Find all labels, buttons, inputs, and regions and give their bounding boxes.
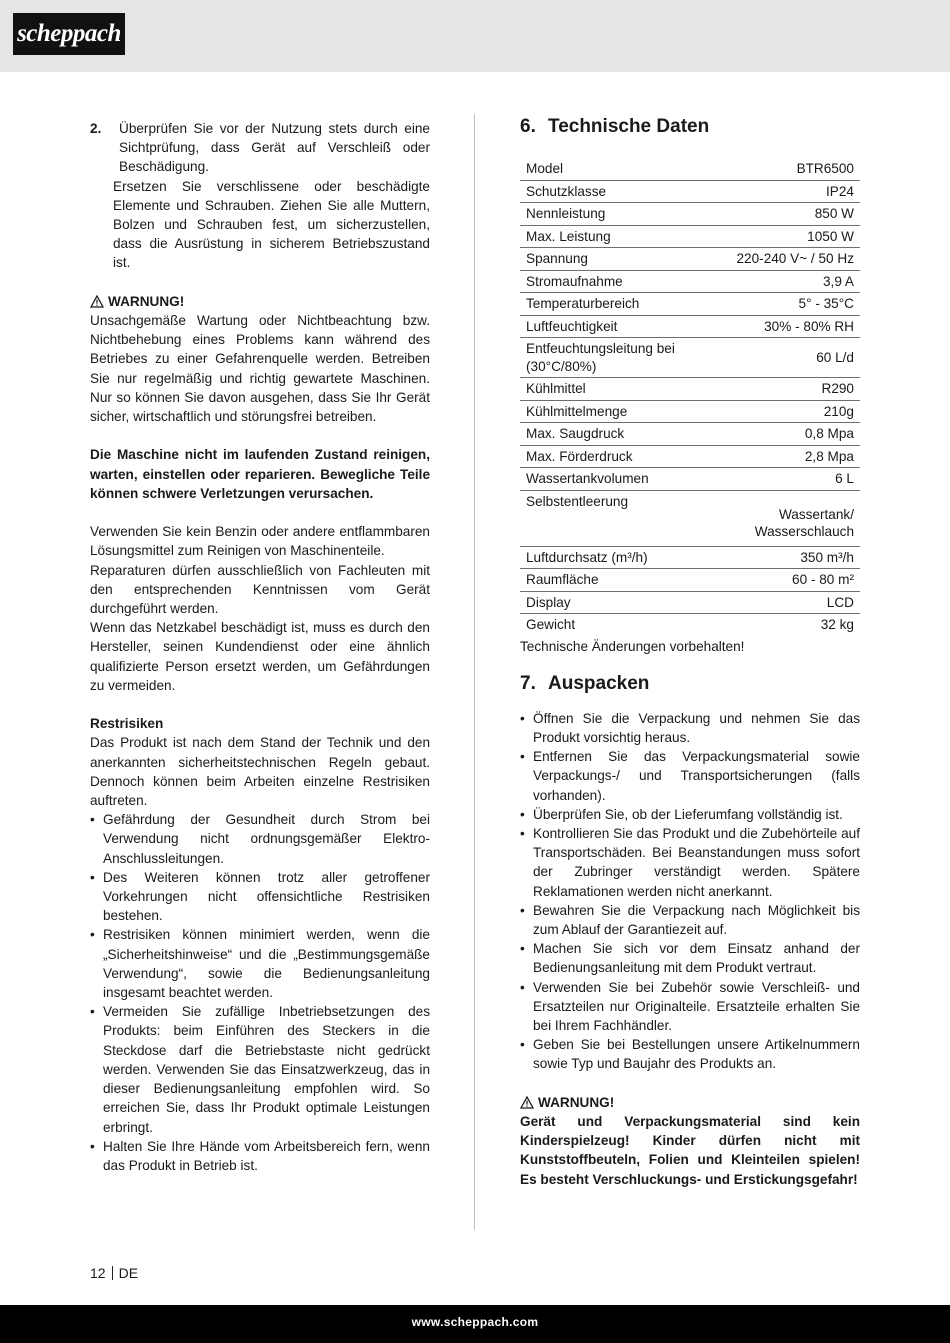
spec-label: Raumfläche [520, 569, 690, 592]
spec-value: 5° - 35°C [690, 293, 860, 316]
spec-row [520, 248, 860, 271]
spec-row [520, 315, 860, 338]
spec-label: Temperaturbereich [520, 293, 690, 316]
tech-changes-note: Technische Änderungen vorbehalten! [520, 638, 745, 654]
spec-value: IP24 [690, 180, 860, 203]
spec-label: Stromaufnahme [520, 270, 690, 293]
spec-row [520, 490, 860, 546]
spec-label: Max. Leistung [520, 225, 690, 248]
spec-label: Entfeuchtungsleitung bei (30°C/80%) [520, 338, 690, 378]
spec-row [520, 614, 860, 636]
list-item: • Restrisiken können minimiert werden, wenn die „Sicherheitshinweise“ und die „Bestimmungsgemäße Verwendung“, sowie die Bedienungsanleitung insgesamt beachtet werden. [90, 925, 430, 1002]
list-item: • Machen Sie sich vor dem Einsatz anhand der Bedienungsanleitung mit dem Produkt vertraut. [520, 939, 860, 977]
spec-label: Max. Saugdruck [520, 423, 690, 446]
language-code: DE [118, 1265, 139, 1281]
spec-row [520, 158, 860, 180]
warning-text: Gerät und Verpackungsmaterial sind kein Kinderspielzeug! Kinder dürfen nicht mit Kunststoffbeuteln, Folien und Kleinteilen spielen! Es besteht Verschluckungs- und Erstickungsgefahr! [520, 1113, 860, 1187]
spec-row [520, 591, 860, 614]
spec-value: 6 L [690, 468, 860, 491]
spec-value: BTR6500 [690, 158, 860, 180]
spec-row [520, 569, 860, 592]
spec-value: 32 kg [820, 617, 854, 632]
spec-row [520, 400, 860, 423]
spec-label: Gewicht [526, 617, 576, 632]
left-column [90, 119, 430, 1175]
warning-triangle-icon [520, 1096, 534, 1109]
spec-row [520, 203, 860, 226]
spec-value: 60 L/d [690, 338, 860, 378]
spec-value: 30% - 80% RH [690, 315, 860, 338]
list-item: • Gefährdung der Gesundheit durch Strom bei Verwendung nicht ordnungsgemäßer Elektro-Anschlussleitungen. [90, 810, 430, 868]
spec-label: Kühlmittel [520, 378, 690, 401]
spec-label: Spannung [520, 248, 690, 271]
section-title: Auspacken [548, 672, 650, 694]
spec-label: Selbstentleerung [520, 490, 690, 546]
spec-value: 0,8 Mpa [690, 423, 860, 446]
spec-row [520, 378, 860, 401]
list-item: • Kontrollieren Sie das Produkt und die Zubehörteile auf Transportschäden. Bei Beanstandungen muss sofort der Zubringer verständigt werden. Spätere Reklamationen werden nicht anerkannt. [520, 824, 860, 901]
spec-row [520, 445, 860, 468]
step-number: 2. [90, 121, 102, 136]
section-7-heading [520, 671, 860, 697]
spec-label: Luftdurchsatz (m³/h) [520, 546, 690, 569]
maintenance-step-2 [90, 119, 430, 177]
warning-heading [90, 292, 430, 311]
spec-row [520, 546, 860, 569]
residual-risks-intro: Das Produkt ist nach dem Stand der Technik und den anerkannten sicherheitstechnischen Regeln gebaut. Dennoch können beim Arbeiten einzelne Restrisiken auftreten. [90, 735, 430, 809]
list-item: • Öffnen Sie die Verpackung und nehmen Sie das Produkt vorsichtig heraus. [520, 709, 860, 747]
spec-row [520, 270, 860, 293]
spec-value: 2,8 Mpa [690, 445, 860, 468]
section-6-heading [520, 114, 860, 140]
list-item: • Entfernen Sie das Verpackungsmaterial sowie Verpackungs-/ und Transportsicherungen (falls vorhanden). [520, 747, 860, 805]
repair-notice: Reparaturen dürfen ausschließlich von Fachleuten mit den entsprechenden Kenntnissen vom Gerät durchgeführt werden. [90, 562, 430, 617]
step-2-continuation: Ersetzen Sie verschlissene oder beschädigte Elemente und Schrauben. Ziehen Sie alle Muttern, Bolzen und Schrauben fest, um sicherzustellen, dass die Ausrüstung in sicherem Betriebszustand ist. [113, 178, 430, 271]
section-number: 7. [520, 672, 536, 694]
spec-row [520, 293, 860, 316]
safety-bold-notice: Die Maschine nicht im laufenden Zustand reinigen, warten, einstellen oder reparieren. Bewegliche Teile können schwere Verletzungen verursachen. [90, 447, 430, 501]
spec-value: 850 W [690, 203, 860, 226]
website-link[interactable]: www.scheppach.com [411, 1315, 539, 1329]
page-number: 12 [90, 1265, 106, 1281]
list-item: • Überprüfen Sie, ob der Lieferumfang vollständig ist. [520, 805, 860, 824]
spec-row [520, 225, 860, 248]
spec-value: 210g [690, 400, 860, 423]
list-item: • Vermeiden Sie zufällige Inbetriebsetzungen des Produkts: beim Einführen des Steckers in die Steckdose darf die Betriebstaste nicht gedrückt werden. Verwenden Sie das Einsatzwerkzeug, das in dieser Bedienungsanleitung empfohlen wird. So erreichen Sie, dass Ihr Produkt optimale Leistungen erbringt. [90, 1002, 430, 1136]
warning-title: WARNUNG! [108, 293, 185, 309]
spec-label: Max. Förderdruck [520, 445, 690, 468]
warning-title: WARNUNG! [538, 1094, 615, 1110]
spec-label: Schutzklasse [520, 180, 690, 203]
list-item: • Verwenden Sie bei Zubehör sowie Verschleiß- und Ersatzteilen nur Originalteile. Ersatzteile erhalten Sie bei Ihrem Fachhändler. [520, 978, 860, 1036]
column-divider [474, 114, 475, 1230]
spec-label: Model [520, 158, 690, 180]
spec-value: Wassertank/ Wasserschlauch [690, 490, 860, 546]
right-column [520, 114, 860, 1189]
list-item: • Halten Sie Ihre Hände vom Arbeitsbereich fern, wenn das Produkt in Betrieb ist. [90, 1137, 430, 1175]
spec-value: LCD [690, 591, 860, 614]
spec-value: 1050 W [690, 225, 860, 248]
spec-label: Display [520, 591, 690, 614]
spec-value: 3,9 A [690, 270, 860, 293]
list-item: • Bewahren Sie die Verpackung nach Möglichkeit bis zum Ablauf der Garantiezeit auf. [520, 901, 860, 939]
page-number-footer [90, 1265, 138, 1281]
scheppach-logo: scheppach [13, 13, 125, 55]
spec-value: 60 - 80 m² [690, 569, 860, 592]
warning-triangle-icon [90, 295, 104, 308]
spec-label: Kühlmittelmenge [520, 400, 690, 423]
spec-label: Nennleistung [520, 203, 690, 226]
residual-risks-title: Restrisiken [90, 716, 164, 732]
spec-row [520, 468, 860, 491]
technical-data-table [520, 158, 860, 636]
spec-label: Wassertankvolumen [520, 468, 690, 491]
cable-notice: Wenn das Netzkabel beschädigt ist, muss es durch den Hersteller, seinen Kundendienst oder eine ähnlich qualifizierte Person ersetzt werden, um Gefährdungen zu vermeiden. [90, 620, 430, 693]
list-item: • Geben Sie bei Bestellungen unsere Artikelnummern sowie Typ und Baujahr des Produkts an. [520, 1035, 860, 1073]
header-band [0, 0, 950, 72]
spec-row [520, 423, 860, 446]
footer-band [0, 1305, 950, 1343]
spec-row [520, 338, 860, 378]
spec-value: 350 m³/h [690, 546, 860, 569]
spec-value: R290 [690, 378, 860, 401]
spec-value: 220-240 V~ / 50 Hz [690, 248, 860, 271]
list-item: • Des Weiteren können trotz aller getroffener Vorkehrungen nicht offensichtliche Restrisiken bestehen. [90, 868, 430, 926]
section-title: Technische Daten [548, 116, 710, 137]
warning-heading [520, 1093, 860, 1112]
solvent-notice: Verwenden Sie kein Benzin oder andere entflammbaren Lösungsmittel zum Reinigen von Maschinenteile. [90, 524, 430, 559]
residual-risks-list [90, 810, 430, 1175]
unpacking-list [520, 709, 860, 1074]
step-text: Überprüfen Sie vor der Nutzung stets durch eine Sichtprüfung, dass Gerät auf Verschleiß oder Beschädigung. [119, 121, 430, 175]
warning-text: Unsachgemäße Wartung oder Nichtbeachtung bzw. Nichtbehebung eines Problems kann während des Betriebes zu einer Gefahrenquelle werden. Betreiben Sie nur regelmäßig und richtig gewartete Maschinen. Nur so können Sie davon ausgehen, dass Sie Ihr Gerät sicher, wirtschaftlich und störungsfrei betreiben. [90, 313, 430, 425]
section-number: 6. [520, 116, 536, 137]
spec-row [520, 180, 860, 203]
spec-label: Luftfeuchtigkeit [520, 315, 690, 338]
